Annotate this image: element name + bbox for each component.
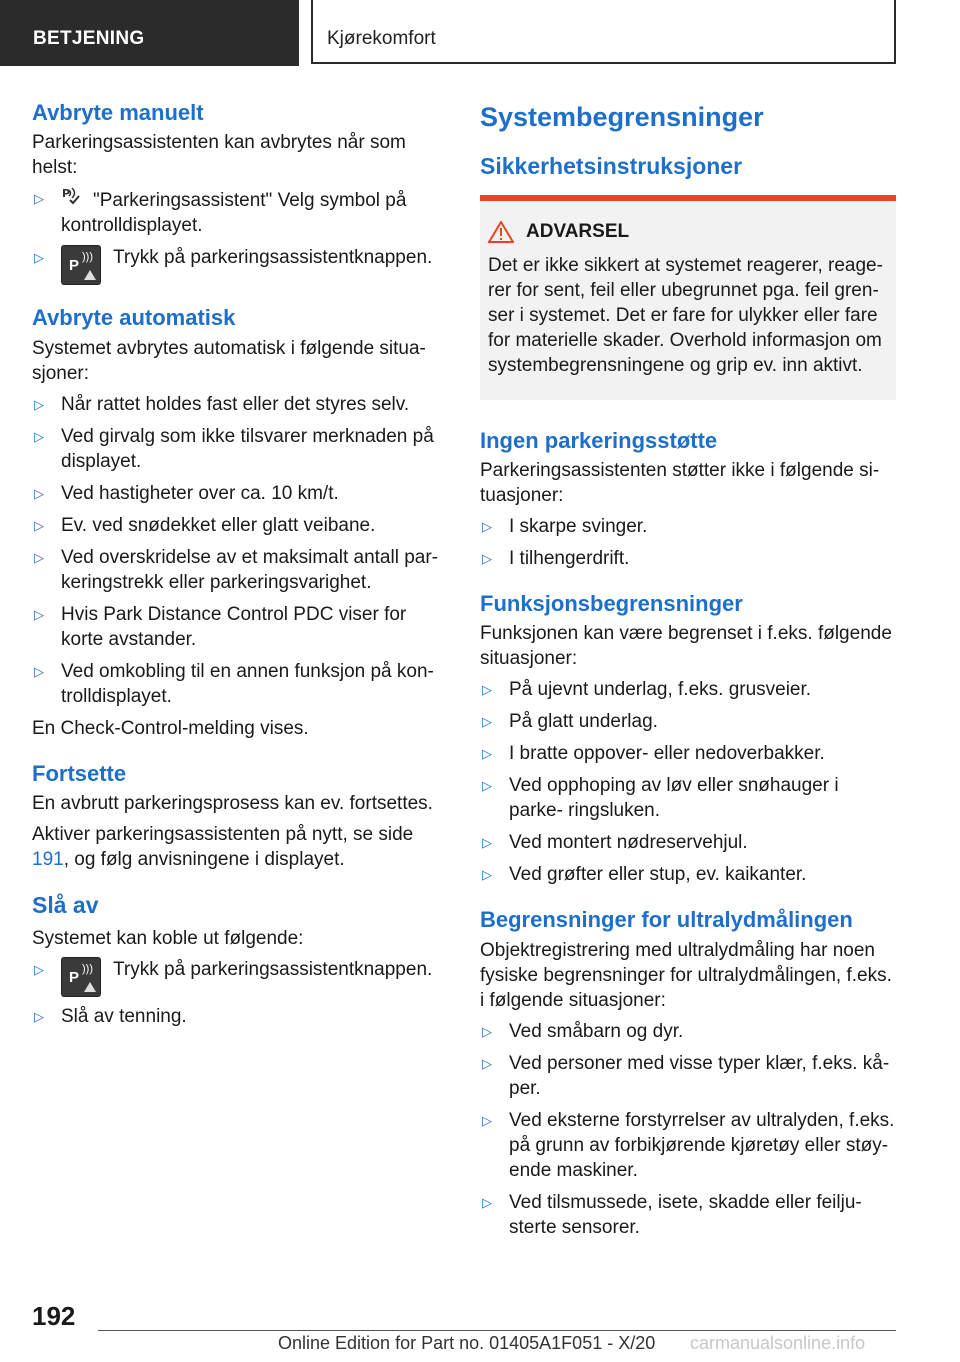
fortsette-p2 bbox=[32, 822, 440, 872]
list-item bbox=[480, 830, 896, 855]
svg-text:P: P bbox=[62, 187, 71, 201]
list-item-text: Ved småbarn og dyr. bbox=[509, 1020, 684, 1042]
list-item-text: Slå av tenning. bbox=[61, 1005, 187, 1027]
ingen-intro: Parkeringsassistenten støtter ikke i følgende si- tuasjoner: bbox=[480, 460, 880, 507]
page-reference-link[interactable]: 191 bbox=[32, 849, 64, 871]
list-item-text: Ved omkobling til en annen funksjon på kon- trolldisplayet. bbox=[61, 660, 434, 707]
list-item bbox=[480, 1051, 896, 1101]
section-ingen-parkeringsstotte bbox=[480, 428, 896, 571]
heading-avbryte-automatisk: Avbryte automatisk bbox=[32, 305, 236, 331]
parking-assistant-button-icon: P ))) bbox=[61, 957, 101, 997]
warning-label: ADVARSEL bbox=[526, 220, 630, 242]
list-item bbox=[480, 1108, 896, 1183]
avbryte-manuelt-intro: Parkeringsassistenten kan avbrytes når som helst: bbox=[32, 132, 406, 179]
list-item-text: Hvis Park Distance Control PDC viser for korte avstander. bbox=[61, 603, 407, 650]
list-item bbox=[32, 957, 440, 997]
list-item bbox=[480, 773, 896, 823]
list-item-text: Ved hastigheter over ca. 10 km/t. bbox=[61, 482, 339, 504]
triangle-bullet-icon: ▷ bbox=[482, 835, 492, 851]
triangle-bullet-icon: ▷ bbox=[482, 867, 492, 883]
heading-systembegrensninger: Systembegrensninger bbox=[480, 102, 764, 132]
list-item-text: Trykk på parkeringsassistentknappen. bbox=[113, 958, 433, 980]
triangle-bullet-icon: ▷ bbox=[34, 517, 44, 533]
list-item-text: Ved personer med visse typer klær, f.eks. kå- per. bbox=[509, 1052, 890, 1099]
triangle-bullet-icon: ▷ bbox=[34, 191, 44, 207]
triangle-bullet-icon: ▷ bbox=[34, 549, 44, 565]
parking-assistant-icon bbox=[61, 186, 83, 206]
list-item bbox=[480, 1190, 896, 1240]
section-avbryte-automatisk bbox=[32, 305, 440, 740]
triangle-bullet-icon: ▷ bbox=[482, 778, 492, 794]
heading-fortsette: Fortsette bbox=[32, 760, 127, 786]
triangle-bullet-icon: ▷ bbox=[482, 1023, 492, 1039]
page-header bbox=[0, 0, 960, 66]
list-item bbox=[32, 481, 440, 506]
heading-ingen-parkeringsstotte: Ingen parkeringsstøtte bbox=[480, 427, 718, 453]
list-item bbox=[32, 602, 440, 652]
list-item-text: På ujevnt underlag, f.eks. grusveier. bbox=[509, 679, 812, 701]
triangle-bullet-icon: ▷ bbox=[34, 606, 44, 622]
funksjon-intro: Funksjonen kan være begrenset i f.eks. følgende situasjoner: bbox=[480, 623, 892, 670]
list-item-text: Ved montert nødreservehjul. bbox=[509, 832, 748, 854]
list-item bbox=[480, 862, 896, 887]
footer-edition: Online Edition for Part no. 01405A1F051 - X/20 bbox=[278, 1333, 656, 1353]
heading-sikkerhetsinstruksjoner: Sikkerhetsinstruksjoner bbox=[480, 153, 743, 180]
triangle-bullet-icon: ▷ bbox=[482, 682, 492, 698]
list-item bbox=[32, 513, 440, 538]
list-item-text: I skarpe svinger. bbox=[509, 516, 648, 538]
list-item bbox=[32, 545, 440, 595]
ultralyd-intro: Objektregistrering med ultralydmåling har noen fysiske begrensninger for ultralydmålingen, f.eks. i følgende situasjoner: bbox=[480, 939, 892, 1011]
fortsette-p2-after: , og følg anvisningene i displayet. bbox=[63, 849, 345, 871]
section-funksjonsbegrensninger bbox=[480, 591, 896, 887]
section-fortsette bbox=[32, 761, 440, 872]
triangle-bullet-icon: ▷ bbox=[34, 428, 44, 444]
ingen-list bbox=[480, 514, 896, 571]
triangle-bullet-icon: ▷ bbox=[482, 1194, 492, 1210]
triangle-bullet-icon: ▷ bbox=[34, 663, 44, 679]
footer-divider bbox=[98, 1330, 896, 1331]
list-item-text: Ved overskridelse av et maksimalt antall par- keringstrekk eller parkeringsvarighet. bbox=[61, 546, 438, 593]
list-item bbox=[32, 1004, 440, 1029]
right-column bbox=[480, 100, 896, 1260]
avbryte-automatisk-intro: Systemet avbrytes automatisk i følgende situa- sjoner: bbox=[32, 337, 426, 384]
header-chapter-label: Kjørekomfort bbox=[311, 0, 896, 64]
ultralyd-list bbox=[480, 1019, 896, 1240]
heading-ultralyd: Begrensninger for ultralydmålingen bbox=[480, 907, 853, 933]
fortsette-p2-before: Aktiver parkeringsassistenten på nytt, se side bbox=[32, 824, 414, 846]
triangle-bullet-icon: ▷ bbox=[482, 519, 492, 535]
triangle-bullet-icon: ▷ bbox=[482, 1112, 492, 1128]
list-item bbox=[480, 1019, 896, 1044]
heading-funksjonsbegrensninger: Funksjonsbegrensninger bbox=[480, 591, 743, 617]
triangle-bullet-icon: ▷ bbox=[482, 1055, 492, 1071]
list-item-text: Ved eksterne forstyrrelser av ultralyden, f.eks. på grunn av forbikjørende kjøretøy eller støy- ende maskiner. bbox=[509, 1109, 895, 1181]
list-item-text: Trykk på parkeringsassistentknappen. bbox=[113, 247, 433, 269]
list-item bbox=[480, 709, 896, 734]
heading-sla-av: Slå av bbox=[32, 892, 99, 919]
list-item bbox=[32, 659, 440, 709]
avbryte-automatisk-outro: En Check-Control-melding vises. bbox=[32, 717, 309, 739]
page-number: 192 bbox=[32, 1301, 76, 1331]
section-sla-av bbox=[32, 892, 440, 1029]
warning-title bbox=[488, 221, 888, 243]
list-item bbox=[32, 186, 440, 238]
list-item-text: Ev. ved snødekket eller glatt veibane. bbox=[61, 514, 376, 536]
warning-box bbox=[480, 195, 896, 400]
triangle-bullet-icon: ▷ bbox=[482, 551, 492, 567]
triangle-bullet-icon: ▷ bbox=[34, 485, 44, 501]
funksjon-list bbox=[480, 677, 896, 887]
watermark: carmanualsonline.info bbox=[690, 1333, 866, 1353]
left-column bbox=[32, 100, 440, 1049]
sla-av-list bbox=[32, 957, 440, 1029]
list-item-text: Ved girvalg som ikke tilsvarer merknaden på displayet. bbox=[61, 425, 434, 472]
section-avbryte-manuelt bbox=[32, 100, 440, 285]
fortsette-p1: En avbrutt parkeringsprosess kan ev. fortsettes. bbox=[32, 793, 433, 815]
list-item-text: På glatt underlag. bbox=[509, 711, 658, 733]
list-item-text: Ved grøfter eller stup, ev. kaikanter. bbox=[509, 864, 807, 886]
parking-assistant-button-icon: P ))) bbox=[61, 245, 101, 285]
heading-avbryte-manuelt: Avbryte manuelt bbox=[32, 100, 204, 125]
list-item bbox=[480, 546, 896, 571]
list-item bbox=[32, 245, 440, 285]
list-item-text: "Parkeringsassistent" Velg symbol på kontrolldisplayet. bbox=[61, 190, 407, 237]
section-ultralyd bbox=[480, 907, 896, 1239]
list-item bbox=[32, 392, 440, 417]
list-item-text: I tilhengerdrift. bbox=[509, 548, 630, 570]
triangle-bullet-icon: ▷ bbox=[34, 396, 44, 412]
avbryte-manuelt-list bbox=[32, 186, 440, 285]
warning-triangle-icon bbox=[488, 221, 514, 243]
triangle-bullet-icon: ▷ bbox=[34, 1008, 44, 1024]
list-item bbox=[480, 677, 896, 702]
list-item-text: Ved tilsmussede, isete, skadde eller feilju- sterte sensorer. bbox=[509, 1191, 862, 1238]
list-item bbox=[480, 741, 896, 766]
header-section-label: BETJENING bbox=[0, 0, 299, 66]
warning-text: Det er ikke sikkert at systemet reagerer, reage- rer for sent, feil eller ubegrunnet pga. feil gren- ser i systemet. Det er fare for ulykker eller fare for materielle skader. Overhold informasjon om systembegrensningene og grip ev. inn aktivt. bbox=[488, 254, 883, 376]
list-item-text: I bratte oppover- eller nedoverbakker. bbox=[509, 743, 825, 765]
list-item-text: Når rattet holdes fast eller det styres selv. bbox=[61, 393, 410, 415]
list-item bbox=[32, 424, 440, 474]
triangle-bullet-icon: ▷ bbox=[34, 250, 44, 266]
triangle-bullet-icon: ▷ bbox=[482, 746, 492, 762]
avbryte-automatisk-list bbox=[32, 392, 440, 709]
triangle-bullet-icon: ▷ bbox=[34, 961, 44, 977]
triangle-bullet-icon: ▷ bbox=[482, 714, 492, 730]
sla-av-intro: Systemet kan koble ut følgende: bbox=[32, 927, 304, 949]
list-item-text: Ved opphoping av løv eller snøhauger i parke- ringsluken. bbox=[509, 775, 839, 822]
list-item bbox=[480, 514, 896, 539]
